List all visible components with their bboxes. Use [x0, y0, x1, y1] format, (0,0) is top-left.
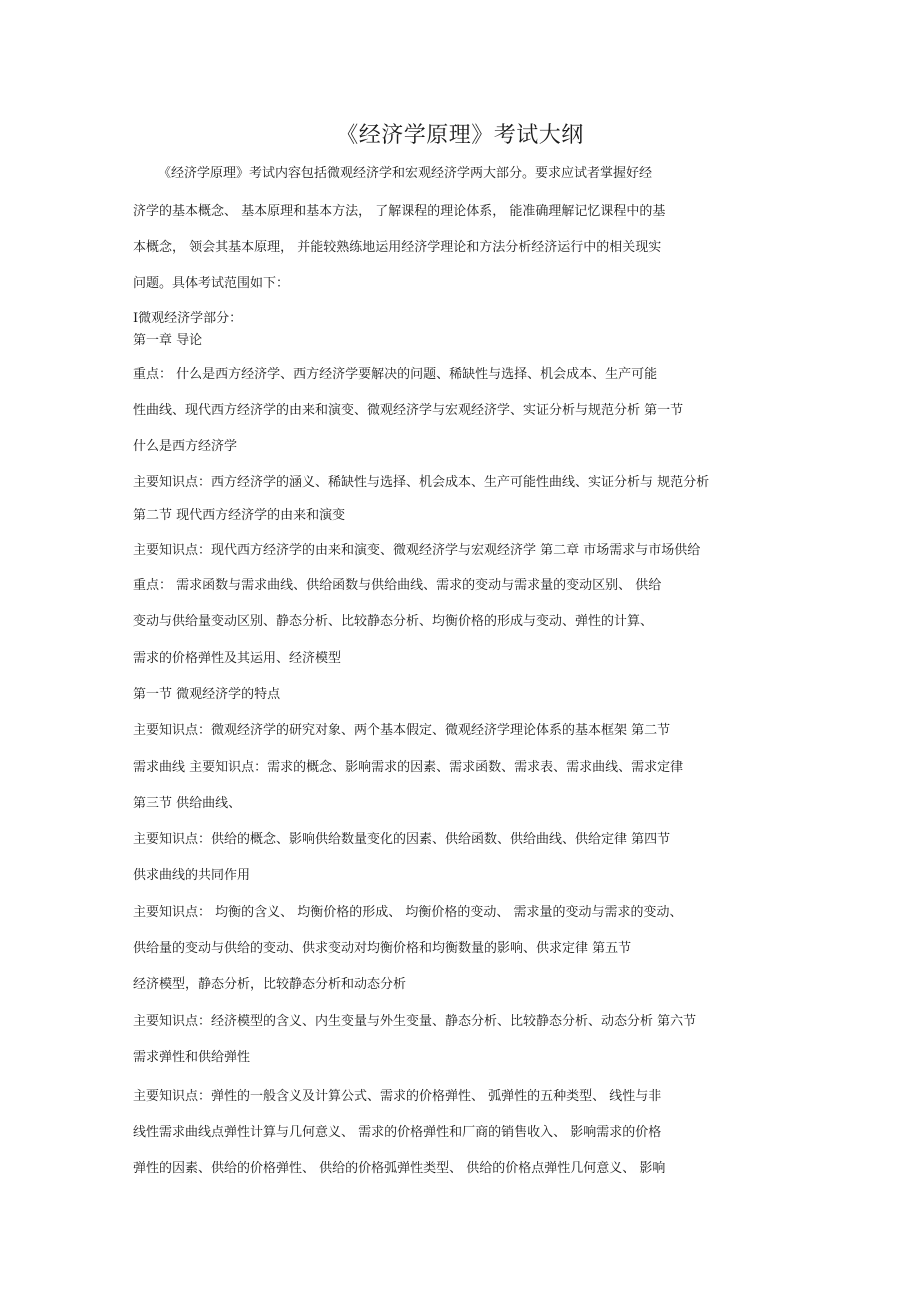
chapter-heading: 第一章 导论: [133, 333, 203, 348]
text-line: 弹性的因素、供给的价格弹性、 供给的价格弧弹性类型、 供给的价格点弹性几何意义、 影响: [133, 1161, 666, 1176]
text-line: 主要知识点：微观经济学的研究对象、两个基本假定、微观经济学理论体系的基本框架 第二节: [133, 723, 671, 738]
text-line: 主要知识点：弹性的一般含义及计算公式、需求的价格弹性、 弧弹性的五种类型、 线性与非: [133, 1089, 662, 1104]
text-line: 第二节 现代西方经济学的由来和演变: [133, 508, 346, 523]
text-line: 重点： 什么是西方经济学、西方经济学要解决的问题、稀缺性与选择、机会成本、生产可能: [133, 367, 658, 382]
text-line: 主要知识点： 均衡的含义、 均衡价格的形成、 均衡价格的变动、 需求量的变动与需求的变动、: [133, 905, 683, 920]
text-line: 主要知识点：供给的概念、影响供给数量变化的因素、供给函数、供给曲线、供给定律 第四节: [133, 832, 671, 847]
text-line: 第三节 供给曲线、: [133, 796, 242, 811]
text-line: 供求曲线的共同作用: [133, 868, 251, 883]
text-line: 性曲线、现代西方经济学的由来和演变、微观经济学与宏观经济学、实证分析与规范分析 第一节: [133, 403, 684, 418]
text-line: 济学的基本概念、 基本原理和基本方法， 了解课程的理论体系， 能准确理解记忆课程中的基: [133, 204, 666, 219]
text-line: 经济模型，静态分析，比较静态分析和动态分析: [133, 977, 407, 992]
text-line: 主要知识点：现代西方经济学的由来和演变、微观经济学与宏观经济学 第二章 市场需求与市场供给: [133, 543, 701, 558]
text-line: 变动与供给量变动区别、静态分析、比较静态分析、均衡价格的形成与变动、弹性的计算、: [133, 614, 654, 629]
document-title: 《经济学原理》考试大纲: [336, 123, 584, 148]
text-line: 主要知识点：西方经济学的涵义、稀缺性与选择、机会成本、生产可能性曲线、实证分析与 规范分析: [133, 475, 710, 490]
text-line: 需求曲线 主要知识点：需求的概念、影响需求的因素、需求函数、需求表、需求曲线、需求定律: [133, 760, 684, 775]
text-line: 供给量的变动与供给的变动、供求变动对均衡价格和均衡数量的影响、供求定律 第五节: [133, 941, 632, 956]
text-line: 问题。具体考试范围如下：: [133, 276, 290, 291]
text-line: 什么是西方经济学: [133, 439, 238, 454]
text-line: 第一节 微观经济学的特点: [133, 687, 281, 702]
text-line: 需求的价格弹性及其运用、经济模型: [133, 651, 342, 666]
text-line: 重点： 需求函数与需求曲线、供给函数与供给曲线、需求的变动与需求量的变动区别、 供给: [133, 578, 662, 593]
text-line: 线性需求曲线点弹性计算与几何意义、 需求的价格弹性和厂商的销售收入、 影响需求的价格: [133, 1125, 662, 1140]
text-line: 《经济学原理》考试内容包括微观经济学和宏观经济学两大部分。要求应试者掌握好经: [158, 166, 653, 181]
text-line: 主要知识点：经济模型的含义、内生变量与外生变量、静态分析、比较静态分析、动态分析 第六节: [133, 1014, 697, 1029]
text-line: 本概念， 领会其基本原理， 并能较熟练地运用经济学理论和方法分析经济运行中的相关现实: [133, 240, 662, 255]
section-heading: I微观经济学部分：: [133, 311, 243, 326]
text-line: 需求弹性和供给弹性: [133, 1050, 251, 1065]
